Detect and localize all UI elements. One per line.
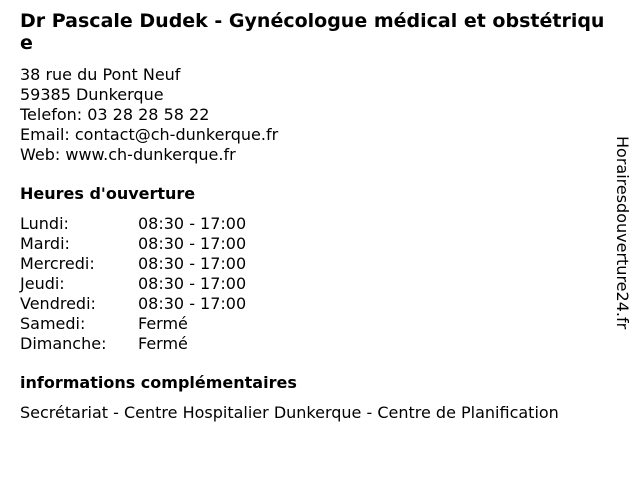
page-content <box>20 10 610 423</box>
contact-block <box>20 65 610 165</box>
hours-table <box>20 214 610 354</box>
day-hours: 08:30 - 17:00 <box>138 254 247 273</box>
hours-row <box>20 214 610 234</box>
email-address: Email: contact@ch-dunkerque.fr <box>20 125 279 144</box>
hours-row <box>20 294 610 314</box>
watermark-text: Horairesdouverture24.fr <box>613 136 632 330</box>
hours-heading: Heures d'ouverture <box>20 184 196 203</box>
day-hours: 08:30 - 17:00 <box>138 294 247 313</box>
day-hours: 08:30 - 17:00 <box>138 274 247 293</box>
hours-row <box>20 334 610 354</box>
day-label: Mercredi: <box>20 254 95 273</box>
day-hours: Fermé <box>138 314 188 333</box>
hours-row <box>20 274 610 294</box>
day-hours: 08:30 - 17:00 <box>138 214 247 233</box>
day-label: Jeudi: <box>20 274 65 293</box>
street-address: 38 rue du Pont Neuf <box>20 65 181 84</box>
day-hours: 08:30 - 17:00 <box>138 234 247 253</box>
hours-row <box>20 314 610 334</box>
info-text: Secrétariat - Centre Hospitalier Dunkerque - Centre de Planification <box>20 403 559 422</box>
day-label: Dimanche: <box>20 334 107 353</box>
day-hours: Fermé <box>138 334 188 353</box>
website: Web: www.ch-dunkerque.fr <box>20 145 236 164</box>
page-title: Dr Pascale Dudek - Gynécologue médical et obstétrique <box>20 10 605 54</box>
hours-row <box>20 254 610 274</box>
day-label: Samedi: <box>20 314 86 333</box>
day-label: Lundi: <box>20 214 69 233</box>
phone-number: Telefon: 03 28 28 58 22 <box>20 105 210 124</box>
hours-row <box>20 234 610 254</box>
info-heading: informations complémentaires <box>20 373 297 392</box>
day-label: Mardi: <box>20 234 70 253</box>
day-label: Vendredi: <box>20 294 96 313</box>
city-address: 59385 Dunkerque <box>20 85 164 104</box>
